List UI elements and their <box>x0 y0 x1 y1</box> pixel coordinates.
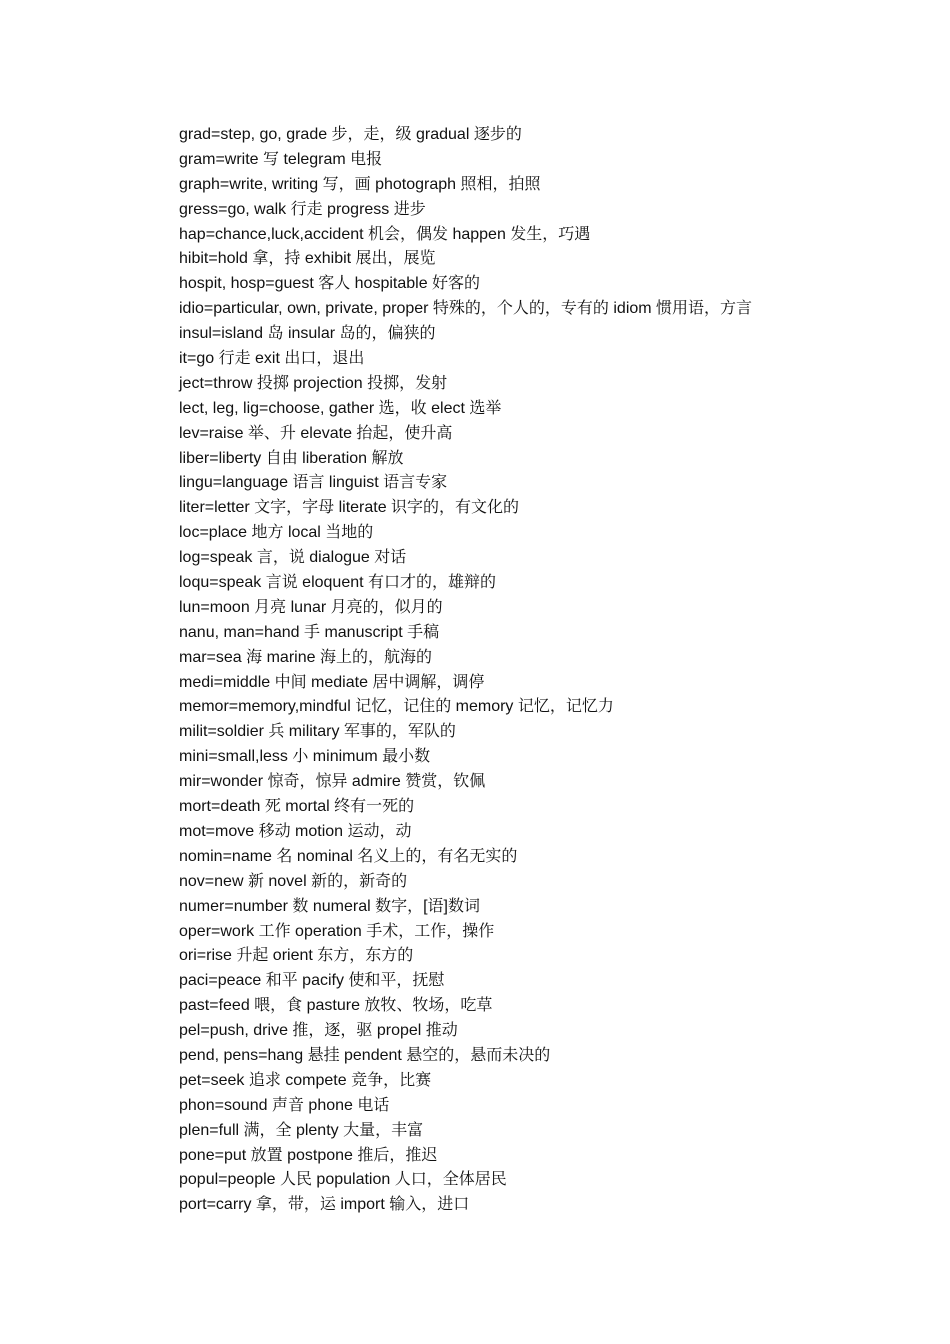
root-word-entry: nov=new 新 novel 新的，新奇的 <box>179 872 408 890</box>
root-word-entry: nanu, man=hand 手 manuscript 手稿 <box>179 623 440 641</box>
root-word-entry: hospit, hosp=guest 客人 hospitable 好客的 <box>179 275 481 293</box>
root-word-entry: paci=peace 和平 pacify 使和平，抚慰 <box>179 972 445 990</box>
root-word-entry: memor=memory,mindful 记忆，记住的 memory 记忆，记忆力 <box>179 698 614 716</box>
root-word-list <box>179 123 752 1218</box>
root-word-entry: liter=letter 文字，字母 literate 识字的，有文化的 <box>179 499 520 517</box>
root-word-entry: loc=place 地方 local 当地的 <box>179 524 374 542</box>
root-word-entry: lect, leg, lig=choose, gather 选，收 elect 选举 <box>179 399 502 417</box>
root-word-entry: ori=rise 升起 orient 东方，东方的 <box>179 947 414 965</box>
root-word-entry: gram=write 写 telegram 电报 <box>179 150 383 168</box>
root-word-entry: it=go 行走 exit 出口，退出 <box>179 350 365 368</box>
root-word-entry: pend, pens=hang 悬挂 pendent 悬空的，悬而未决的 <box>179 1046 551 1064</box>
root-word-entry: loqu=speak 言说 eloquent 有口才的，雄辩的 <box>179 574 497 592</box>
root-word-entry: port=carry 拿，带，运 import 输入，进口 <box>179 1196 470 1214</box>
root-word-entry: gress=go, walk 行走 progress 进步 <box>179 200 426 218</box>
root-word-entry: oper=work 工作 operation 手术，工作，操作 <box>179 922 495 940</box>
root-word-entry: past=feed 喂，食 pasture 放牧、牧场，吃草 <box>179 997 493 1015</box>
root-word-entry: medi=middle 中间 mediate 居中调解，调停 <box>179 673 485 691</box>
root-word-entry: grad=step, go, grade 步，走，级 gradual 逐步的 <box>179 126 522 143</box>
root-word-entry: mot=move 移动 motion 运动，动 <box>179 822 412 840</box>
root-word-entry: ject=throw 投掷 projection 投掷，发射 <box>179 374 448 392</box>
root-word-entry: plen=full 满，全 plenty 大量，丰富 <box>179 1121 424 1139</box>
root-word-entry: mini=small,less 小 minimum 最小数 <box>179 748 431 766</box>
root-word-entry: pel=push, drive 推，逐，驱 propel 推动 <box>179 1022 458 1040</box>
root-word-entry: popul=people 人民 population 人口，全体居民 <box>179 1171 507 1189</box>
root-word-entry: lun=moon 月亮 lunar 月亮的，似月的 <box>179 598 443 616</box>
root-word-entry: graph=write, writing 写，画 photograph 照相，拍照 <box>179 175 541 193</box>
root-word-entry: mort=death 死 mortal 终有一死的 <box>179 798 415 816</box>
root-word-entry: liber=liberty 自由 liberation 解放 <box>179 449 404 467</box>
root-word-entry: mar=sea 海 marine 海上的，航海的 <box>179 648 432 666</box>
root-word-entry: hap=chance,luck,accident 机会，偶发 happen 发生，巧遇 <box>179 225 591 243</box>
root-word-entry: mir=wonder 惊奇，惊异 admire 赞赏，钦佩 <box>179 773 486 791</box>
root-word-entry: numer=number 数 numeral 数字，[语]数词 <box>179 897 480 915</box>
root-word-entry: nomin=name 名 nominal 名义上的，有名无实的 <box>179 847 518 865</box>
root-word-entry: phon=sound 声音 phone 电话 <box>179 1096 390 1114</box>
root-word-entry: log=speak 言，说 dialogue 对话 <box>179 549 407 567</box>
root-word-entry: lingu=language 语言 linguist 语言专家 <box>179 474 448 492</box>
root-word-entry: pet=seek 追求 compete 竞争，比赛 <box>179 1071 432 1089</box>
root-word-entry: milit=soldier 兵 military 军事的，军队的 <box>179 723 456 741</box>
root-word-entry: hibit=hold 拿，持 exhibit 展出，展览 <box>179 250 436 268</box>
root-word-entry: insul=island 岛 insular 岛的，偏狭的 <box>179 325 436 343</box>
root-word-entry: lev=raise 举、升 elevate 抬起，使升高 <box>179 424 453 442</box>
root-word-entry: idio=particular, own, private, proper 特殊的，个人的，专有的 idiom 惯用语，方言 <box>179 300 753 318</box>
root-word-entry: pone=put 放置 postpone 推后，推迟 <box>179 1146 438 1164</box>
